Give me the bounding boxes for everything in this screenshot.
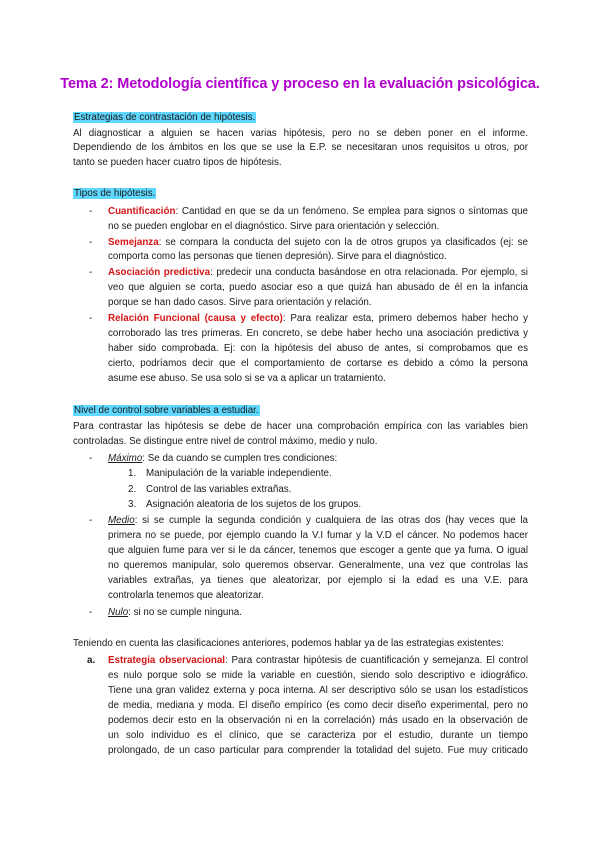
list-item-cont: un solo individuo es el clínico, que se caracteriza por el estudio, durante un tiempo	[108, 730, 528, 741]
paragraph-line: Teniendo en cuenta las clasificaciones anteriores, podemos hablar ya de las estrategias existentes:	[73, 638, 504, 649]
list-item-cont: prolongado, de un caso particular para comprender la totalidad del sujeto. Fue muy criticado	[108, 745, 528, 756]
list-item: Cuantificación: Cantidad en que se da un fenómeno. Se emplea para signos o síntomas que	[108, 206, 528, 217]
paragraph-line: controladas. Se distingue entre nivel de control máximo, medio y nulo.	[73, 436, 378, 447]
list-item-maximo: Máximo: Se da cuando se cumplen tres condiciones:	[108, 453, 338, 464]
bullet-dash: -	[89, 515, 93, 526]
numbered-item: Manipulación de la variable independiente.	[146, 468, 332, 479]
bullet-dash: -	[89, 237, 93, 248]
list-number: 2.	[128, 484, 137, 495]
paragraph-line: Al diagnosticar a alguien se hacen varias hipótesis, pero no se deben poner en el informe.	[73, 128, 528, 139]
list-item-cont: corroborado las tres primeras. En concreto, se debe haber hecho una asociación predictiva y	[108, 328, 528, 339]
bullet-dash: -	[89, 313, 93, 324]
document-title: Tema 2: Metodología científica y proceso en la evaluación psicológica.	[60, 76, 540, 92]
list-item: Relación Funcional (causa y efecto): Para realizar esta, primero debemos haber hecho y	[108, 313, 528, 324]
list-item-cont: de media, mediana y moda. El diseño empírico (es como decir diseño experimental, pero no	[108, 700, 528, 711]
numbered-item: Asignación aleatoria de los sujetos de los grupos.	[146, 499, 362, 510]
list-item-cont: es nulo porque solo se mide la variable en cuestión, siendo solo descriptivo e idiográfico.	[108, 670, 528, 681]
bullet-dash: -	[89, 267, 93, 278]
paragraph-line: tanto se pueden hacer cuatro tipos de hipótesis.	[73, 157, 282, 168]
section-heading-estrategias: Estrategias de contrastación de hipótesis.	[74, 112, 256, 123]
list-item-cont: haber sido comprobada. Ej: con la hipótesis del abuso de antes, si comprobamos que es	[108, 343, 528, 354]
list-item-cont: primera no se puede, por ejemplo cuando la V.I fumar y la V.D el cáncer. No podemos hacer	[108, 530, 528, 541]
list-item-cont: asume ese abuso. Se usa solo si se va a aplicar un tratamiento.	[108, 373, 386, 384]
list-item-cont: no queremos manipular, solo queremos observar. Generalmente, una vez que controlas las	[108, 560, 528, 571]
list-letter: a.	[87, 655, 96, 666]
list-item-cont: porque se han dado casos. Sirve para orientación y relación.	[108, 297, 372, 308]
bullet-dash: -	[89, 453, 93, 464]
list-number: 3.	[128, 499, 137, 510]
bullet-dash: -	[89, 607, 93, 618]
list-item-cont: Tiene una gran validez externa y poca interna. Al ser descriptivo sólo se usan los estadísticos	[108, 685, 528, 696]
list-item-cont: controlarla tenemos que aleatorizar.	[108, 590, 264, 601]
list-number: 1.	[128, 468, 137, 479]
paragraph-line: Para contrastar las hipótesis se debe de hacer una comprobación empírica con las variables bien	[73, 421, 528, 432]
section-heading-tipos: Tipos de hipótesis.	[74, 188, 156, 199]
list-item-cont: veo que alguien se corta, puedo asociar eso a que quizá han abusado de él en la infancia	[108, 282, 528, 293]
list-item-cont: comporta como las personas que tienen depresión). Sirve para el diagnóstico.	[108, 251, 447, 262]
list-item-cont: variables extrañas, ya tienes que aleatorizar, por ejemplo si la edad es una V.E. para	[108, 575, 528, 586]
list-item-cont: podemos decir esto en la observación ni en la correlación) más usado en la observación de	[108, 715, 528, 726]
list-item-cont: no se pueden englobar en el diagnóstico. Sirve para orientación y selección.	[108, 221, 440, 232]
section-heading-nivel: Nivel de control sobre variables a estudiar.	[74, 405, 259, 416]
list-item-nulo: Nulo: si no se cumple ninguna.	[108, 607, 242, 618]
list-item-medio: Medio: si se cumple la segunda condición y cualquiera de las otras dos (hay veces que la	[108, 515, 528, 526]
paragraph-line: Dependiendo de los ámbitos en los que se use la E.P. se necesitaran unos requisitos u otros, por	[73, 142, 528, 153]
list-item-cont: cierto, podríamos decir que el comportamiento de cortarse es debido a cómo la persona	[108, 358, 528, 369]
bullet-dash: -	[89, 206, 93, 217]
list-item-cont: que alguien fume para ver si le da cáncer, tenemos que escoger a gente que ya fuma. O igual	[108, 545, 528, 556]
list-item-observacional: Estrategia observacional: Para contrastar hipótesis de cuantificación y semejanza. El control	[108, 655, 528, 666]
list-item: Asociación predictiva: predecir una conducta basándose en otra relacionada. Por ejemplo, si	[108, 267, 528, 278]
numbered-item: Control de las variables extrañas.	[146, 484, 292, 495]
list-item: Semejanza: se compara la conducta del sujeto con la de otros grupos ya clasificados (ej: se	[108, 237, 528, 248]
